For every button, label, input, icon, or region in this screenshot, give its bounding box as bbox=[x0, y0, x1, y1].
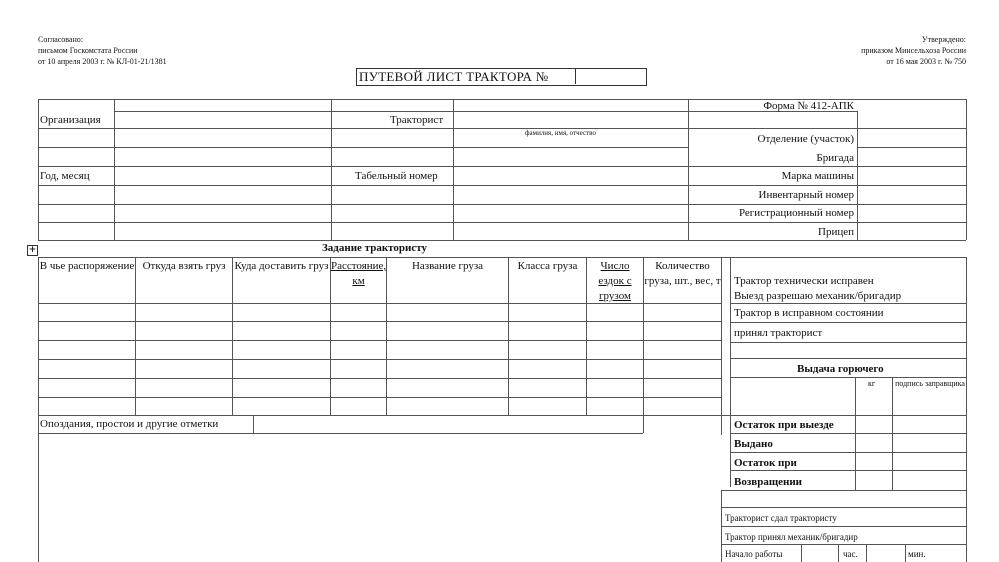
brigade-label: Бригада bbox=[816, 152, 854, 164]
trailer-label: Прицеп bbox=[818, 226, 854, 238]
fuel-title: Выдача горючего bbox=[797, 363, 884, 375]
registration-number-label: Регистрационный номер bbox=[738, 207, 854, 219]
tab-number-label: Табельный номер bbox=[355, 170, 438, 182]
inventory-number-label: Инвентарный номер bbox=[758, 189, 854, 201]
balance-exit-label: Остаток при выезде bbox=[734, 419, 834, 431]
approval-left bbox=[38, 34, 167, 67]
handed-over-label: Тракторист сдал трактористу bbox=[725, 513, 837, 523]
waybill-number-field[interactable] bbox=[575, 68, 646, 84]
issued-label: Выдано bbox=[734, 438, 773, 450]
good-condition-label: Трактор в исправном состоянии bbox=[734, 307, 884, 319]
department-label: Отделение (участок) bbox=[757, 133, 854, 145]
machine-brand-label: Марка машины bbox=[781, 170, 854, 182]
form-code: Форма № 412-АПК bbox=[763, 100, 854, 112]
balance-return-label-2: Возвращении bbox=[734, 476, 802, 488]
approval-right-line: от 16 мая 2003 г. № 750 bbox=[886, 57, 966, 66]
column-header: Куда доставить груз bbox=[234, 260, 329, 272]
accepted-mech-label: Трактор принял механик/бригадир bbox=[725, 532, 858, 542]
approval-left-line: письмом Госкомстата России bbox=[38, 46, 138, 55]
balance-return-label: Остаток при bbox=[734, 457, 797, 469]
expand-icon[interactable]: + bbox=[28, 245, 37, 255]
column-header: Расстояние, км bbox=[331, 260, 387, 287]
kg-label: кг bbox=[868, 379, 876, 388]
hours-label: час. bbox=[843, 549, 858, 559]
column-header: Количество груза, шт., вес, т bbox=[644, 260, 721, 287]
column-header: Название груза bbox=[411, 260, 484, 272]
work-start-label: Начало работы bbox=[725, 549, 783, 559]
column-header: Число ездок с грузом bbox=[598, 260, 632, 302]
fio-hint: фамилия, имя, отчество bbox=[525, 129, 596, 137]
organization-label: Организация bbox=[40, 114, 101, 126]
exit-allowed-label: Выезд разрешаю механик/бригадир bbox=[734, 290, 902, 302]
refueler-signature-label: подпись заправщика bbox=[895, 379, 965, 388]
tractor-driver-label: Тракторист bbox=[390, 114, 444, 126]
approval-right bbox=[861, 34, 966, 67]
page-title: ПУТЕВОЙ ЛИСТ ТРАКТОРА № bbox=[359, 69, 549, 84]
column-header: Класса груза bbox=[517, 260, 578, 272]
year-month-label: Год, месяц bbox=[40, 170, 90, 182]
approval-left-line: от 10 апреля 2003 г. № КЛ-01-21/1381 bbox=[38, 57, 167, 66]
approval-right-line: Утверждено: bbox=[921, 35, 966, 44]
remarks-label: Опоздания, простои и другие отметки bbox=[40, 418, 219, 430]
approval-right-line: приказом Минсельхоза России bbox=[861, 46, 966, 55]
column-header: В чье распоряжение bbox=[39, 260, 135, 272]
minutes-label: мин. bbox=[908, 549, 926, 559]
approval-left-line: Согласовано: bbox=[38, 35, 84, 44]
tech-ok-label: Трактор технически исправен bbox=[734, 275, 874, 287]
column-header: Откуда взять груз bbox=[142, 260, 226, 272]
accepted-by-label: принял тракторист bbox=[734, 327, 823, 339]
task-title: Задание трактористу bbox=[322, 242, 428, 254]
